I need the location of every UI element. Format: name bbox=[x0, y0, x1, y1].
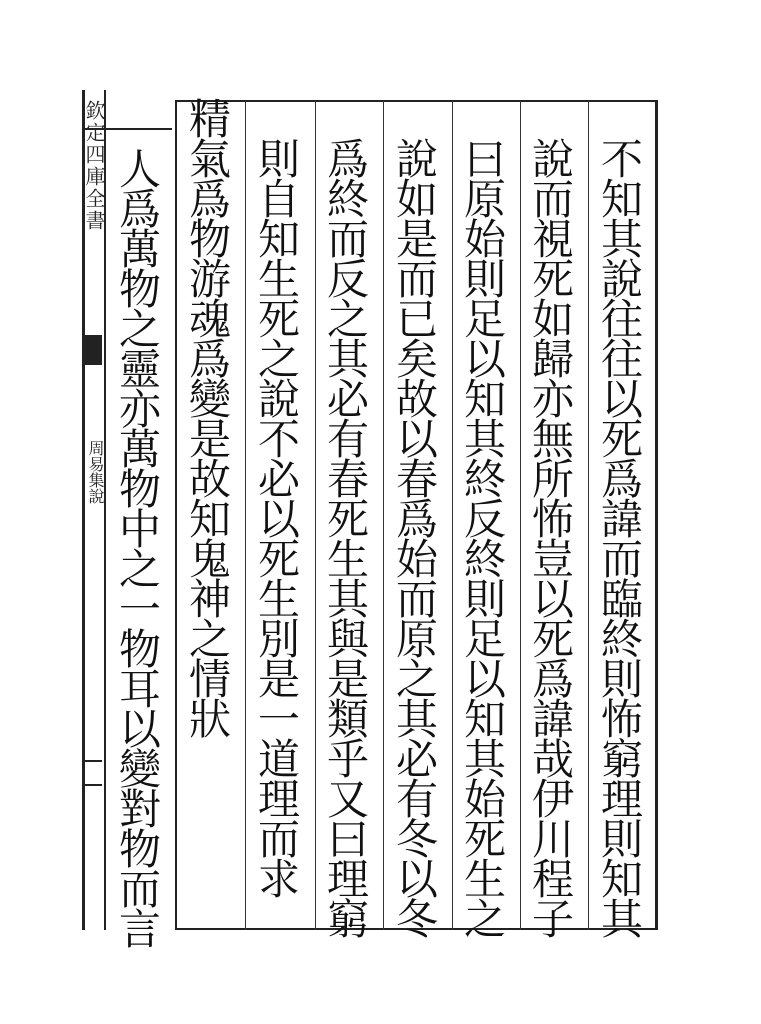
text-char: 程 bbox=[531, 855, 574, 904]
text-char: 萬 bbox=[118, 425, 161, 474]
column-rule bbox=[383, 100, 384, 930]
text-column-7 bbox=[180, 95, 240, 744]
text-char: 理 bbox=[326, 855, 369, 904]
text-char: 之 bbox=[257, 335, 300, 384]
text-char: 生 bbox=[257, 255, 300, 304]
text-char: 死 bbox=[463, 815, 506, 864]
text-char: 往 bbox=[600, 295, 643, 344]
text-char: 有 bbox=[395, 775, 438, 824]
text-char: 始 bbox=[395, 535, 438, 584]
text-char: 曰 bbox=[326, 815, 369, 864]
text-char: 鬼 bbox=[188, 535, 231, 584]
text-char: 說 bbox=[600, 255, 643, 304]
text-char: 其 bbox=[326, 335, 369, 384]
text-char: 爲 bbox=[531, 655, 574, 704]
text-char: 別 bbox=[257, 615, 300, 664]
text-column-2 bbox=[523, 135, 583, 944]
text-char: 曰 bbox=[463, 135, 506, 184]
text-char: 怖 bbox=[600, 695, 643, 744]
text-char: 一 bbox=[118, 585, 161, 634]
text-char: 如 bbox=[395, 175, 438, 224]
text-column-6 bbox=[249, 135, 309, 904]
column-rule bbox=[452, 100, 453, 930]
text-char: 往 bbox=[600, 335, 643, 384]
text-char: 萬 bbox=[118, 225, 161, 274]
text-char: 物 bbox=[118, 825, 161, 874]
text-char: 死 bbox=[257, 295, 300, 344]
text-char: 知 bbox=[257, 215, 300, 264]
text-char: 其 bbox=[395, 695, 438, 744]
text-char: 原 bbox=[463, 175, 506, 224]
column-rule bbox=[245, 100, 246, 930]
text-char: 是 bbox=[395, 215, 438, 264]
text-char: 終 bbox=[600, 615, 643, 664]
text-char: 其 bbox=[463, 415, 506, 464]
text-char: 死 bbox=[531, 615, 574, 664]
text-char: 知 bbox=[463, 375, 506, 424]
text-char: 所 bbox=[531, 455, 574, 504]
text-char: 理 bbox=[257, 775, 300, 824]
text-char: 自 bbox=[257, 175, 300, 224]
text-char: 之 bbox=[463, 895, 506, 944]
text-char: 亦 bbox=[531, 375, 574, 424]
text-char: 終 bbox=[463, 455, 506, 504]
text-char: 物 bbox=[118, 465, 161, 514]
text-char: 視 bbox=[531, 215, 574, 264]
text-char: 如 bbox=[531, 295, 574, 344]
text-char: 變 bbox=[188, 375, 231, 424]
text-char: 冬 bbox=[395, 895, 438, 944]
text-char: 以 bbox=[257, 495, 300, 544]
text-char: 游 bbox=[188, 255, 231, 304]
text-char: 冬 bbox=[395, 815, 438, 864]
column-rule bbox=[520, 100, 521, 930]
text-char: 窮 bbox=[600, 735, 643, 784]
text-char: 歸 bbox=[531, 335, 574, 384]
text-char: 以 bbox=[463, 655, 506, 704]
text-char: 說 bbox=[531, 135, 574, 184]
text-char: 子 bbox=[531, 895, 574, 944]
text-char: 諱 bbox=[600, 495, 643, 544]
text-char: 終 bbox=[463, 535, 506, 584]
text-column-1 bbox=[592, 135, 652, 944]
text-column-3 bbox=[455, 135, 515, 944]
text-char: 足 bbox=[463, 295, 506, 344]
text-char: 生 bbox=[326, 535, 369, 584]
text-char: 終 bbox=[326, 175, 369, 224]
text-char: 而 bbox=[600, 535, 643, 584]
text-char: 死 bbox=[326, 495, 369, 544]
text-char: 其 bbox=[600, 895, 643, 944]
text-char: 則 bbox=[463, 575, 506, 624]
text-char: 物 bbox=[118, 625, 161, 674]
text-char: 是 bbox=[326, 655, 369, 704]
text-char: 爲 bbox=[326, 135, 369, 184]
text-char: 春 bbox=[326, 455, 369, 504]
text-char: 是 bbox=[188, 415, 231, 464]
text-char: 故 bbox=[188, 455, 231, 504]
text-char: 爲 bbox=[188, 335, 231, 384]
gutter-fishtail-mark bbox=[84, 335, 102, 365]
text-char: 死 bbox=[257, 535, 300, 584]
text-char: 有 bbox=[326, 415, 369, 464]
text-char: 之 bbox=[395, 655, 438, 704]
text-char: 必 bbox=[395, 735, 438, 784]
text-char: 以 bbox=[463, 335, 506, 384]
text-char: 理 bbox=[600, 775, 643, 824]
text-char: 則 bbox=[600, 655, 643, 704]
text-char: 物 bbox=[188, 215, 231, 264]
text-char: 言 bbox=[118, 905, 161, 954]
text-char: 川 bbox=[531, 815, 574, 864]
text-char: 必 bbox=[257, 455, 300, 504]
text-char: 精 bbox=[188, 95, 231, 144]
text-char: 之 bbox=[118, 545, 161, 594]
text-char: 又 bbox=[326, 775, 369, 824]
text-char: 豈 bbox=[531, 535, 574, 584]
text-char: 生 bbox=[257, 575, 300, 624]
text-char: 變 bbox=[118, 745, 161, 794]
text-char: 魂 bbox=[188, 295, 231, 344]
text-char: 窮 bbox=[326, 895, 369, 944]
text-char: 死 bbox=[531, 255, 574, 304]
text-char: 以 bbox=[600, 375, 643, 424]
text-char: 其 bbox=[463, 735, 506, 784]
text-char: 怖 bbox=[531, 495, 574, 544]
text-char: 物 bbox=[118, 265, 161, 314]
column-rule bbox=[315, 100, 316, 930]
gutter-bottom-mark bbox=[84, 760, 102, 786]
text-char: 氣 bbox=[188, 135, 231, 184]
text-char: 已 bbox=[395, 295, 438, 344]
text-char: 道 bbox=[257, 735, 300, 784]
text-char: 說 bbox=[257, 375, 300, 424]
text-char: 而 bbox=[118, 865, 161, 914]
text-column-4 bbox=[387, 135, 447, 944]
text-char: 其 bbox=[600, 215, 643, 264]
text-char: 情 bbox=[188, 655, 231, 704]
text-char: 不 bbox=[600, 135, 643, 184]
text-char: 是 bbox=[257, 655, 300, 704]
text-char: 求 bbox=[257, 855, 300, 904]
text-char: 其 bbox=[326, 575, 369, 624]
text-char: 人 bbox=[118, 145, 161, 194]
text-char: 與 bbox=[326, 615, 369, 664]
text-char: 故 bbox=[395, 375, 438, 424]
text-char: 亦 bbox=[118, 385, 161, 434]
text-char: 而 bbox=[395, 255, 438, 304]
text-char: 而 bbox=[531, 175, 574, 224]
text-char: 而 bbox=[326, 215, 369, 264]
text-char: 死 bbox=[600, 415, 643, 464]
text-char: 而 bbox=[257, 815, 300, 864]
text-char: 知 bbox=[463, 695, 506, 744]
text-char: 知 bbox=[600, 855, 643, 904]
text-char: 爲 bbox=[188, 175, 231, 224]
text-char: 而 bbox=[395, 575, 438, 624]
gutter-title: 欽定四庫全書 bbox=[82, 100, 106, 232]
text-char: 靈 bbox=[118, 345, 161, 394]
text-char: 之 bbox=[118, 305, 161, 354]
text-char: 始 bbox=[463, 215, 506, 264]
text-char: 以 bbox=[395, 415, 438, 464]
text-column-8 bbox=[110, 145, 170, 954]
text-char: 諱 bbox=[531, 695, 574, 744]
text-char: 春 bbox=[395, 455, 438, 504]
text-char: 生 bbox=[463, 855, 506, 904]
text-char: 之 bbox=[188, 615, 231, 664]
text-char: 神 bbox=[188, 575, 231, 624]
text-char: 無 bbox=[531, 415, 574, 464]
gutter-book-title: 周易集說 bbox=[86, 440, 105, 504]
text-char: 乎 bbox=[326, 735, 369, 784]
text-char: 哉 bbox=[531, 735, 574, 784]
text-char: 不 bbox=[257, 415, 300, 464]
text-char: 反 bbox=[326, 255, 369, 304]
text-char: 足 bbox=[463, 615, 506, 664]
text-char: 以 bbox=[118, 705, 161, 754]
text-char: 狀 bbox=[188, 695, 231, 744]
text-column-5 bbox=[318, 135, 378, 944]
text-char: 以 bbox=[395, 855, 438, 904]
text-char: 則 bbox=[600, 815, 643, 864]
text-char: 知 bbox=[600, 175, 643, 224]
text-char: 則 bbox=[257, 135, 300, 184]
text-char: 則 bbox=[463, 255, 506, 304]
text-char: 伊 bbox=[531, 775, 574, 824]
text-char: 知 bbox=[188, 495, 231, 544]
text-char: 以 bbox=[531, 575, 574, 624]
text-char: 一 bbox=[257, 695, 300, 744]
text-char: 必 bbox=[326, 375, 369, 424]
text-char: 耳 bbox=[118, 665, 161, 714]
text-char: 之 bbox=[326, 295, 369, 344]
text-char: 中 bbox=[118, 505, 161, 554]
text-char: 反 bbox=[463, 495, 506, 544]
text-char: 爲 bbox=[395, 495, 438, 544]
text-char: 矣 bbox=[395, 335, 438, 384]
text-char: 始 bbox=[463, 775, 506, 824]
text-char: 爲 bbox=[600, 455, 643, 504]
text-char: 說 bbox=[395, 135, 438, 184]
text-char: 類 bbox=[326, 695, 369, 744]
text-char: 對 bbox=[118, 785, 161, 834]
text-char: 原 bbox=[395, 615, 438, 664]
text-char: 爲 bbox=[118, 185, 161, 234]
column-rule bbox=[588, 100, 589, 930]
text-char: 臨 bbox=[600, 575, 643, 624]
